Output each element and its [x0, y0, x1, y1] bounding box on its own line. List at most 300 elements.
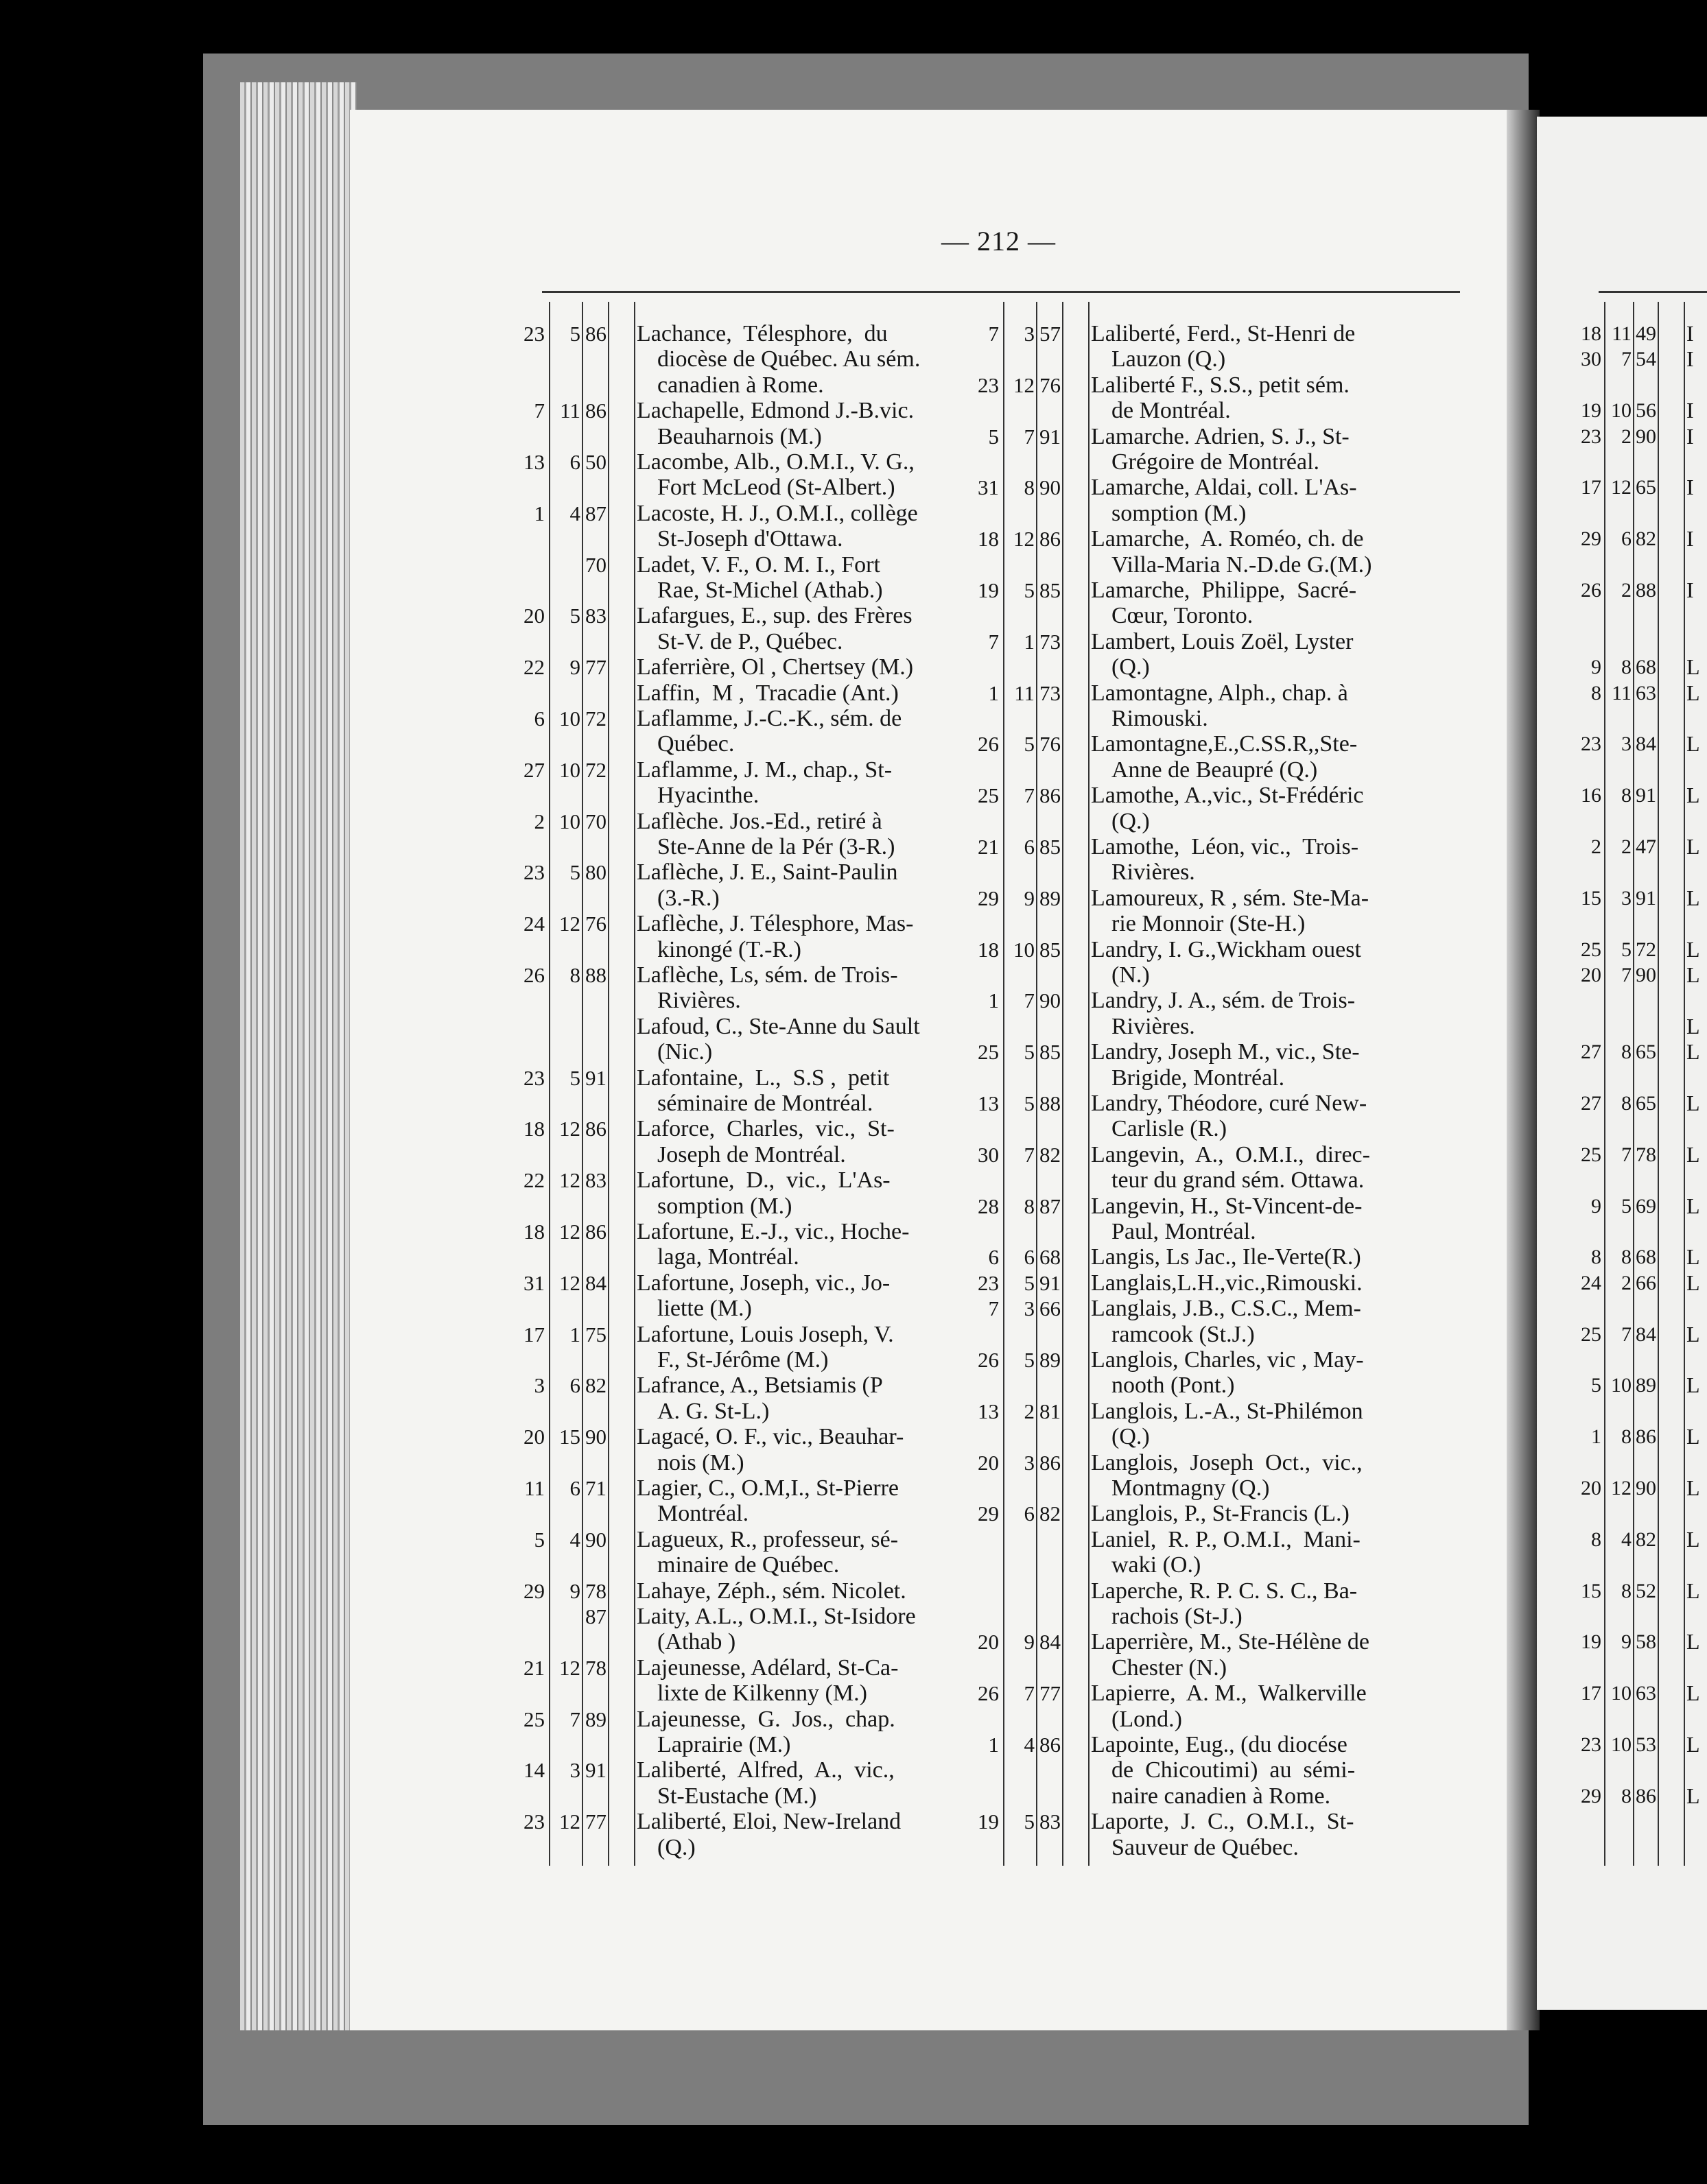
facing-entry-fragment: L [1686, 654, 1700, 680]
entry-name-line: Lacombe, Alb., O.M.I., V. G., [637, 449, 915, 475]
month-cell: 7 [1024, 988, 1035, 1013]
month-cell: 1 [1024, 629, 1035, 654]
facing-day-cell: 9 [1591, 656, 1601, 679]
day-cell: 20 [523, 1425, 545, 1449]
entry-continuation-line: ramcook (St.J.) [1111, 1321, 1255, 1347]
month-cell: 12 [559, 1117, 580, 1141]
facing-month-cell: 12 [1611, 476, 1632, 499]
entry-continuation-line: Rae, St-Michel (Athab.) [657, 578, 883, 603]
year-cell: 78 [585, 1655, 607, 1680]
month-cell: 9 [1024, 1630, 1035, 1654]
facing-year-cell: 53 [1636, 1733, 1656, 1756]
day-cell: 18 [523, 1220, 545, 1244]
facing-year-cell: 84 [1636, 733, 1656, 756]
entry-continuation-line: nooth (Pont.) [1111, 1373, 1235, 1399]
month-cell: 3 [1024, 1296, 1035, 1321]
month-cell: 10 [559, 809, 580, 833]
year-cell: 77 [585, 1809, 607, 1834]
month-cell: 10 [559, 707, 580, 731]
entry-continuation-line: Villa-Maria N.-D.de G.(M.) [1111, 551, 1372, 578]
day-cell: 1 [988, 680, 999, 705]
day-cell: 23 [523, 860, 545, 885]
day-cell: 26 [978, 732, 999, 757]
facing-month-cell: 12 [1611, 1477, 1632, 1499]
entry-name-line: Lapierre, A. M., Walkerville [1091, 1681, 1367, 1707]
day-cell: 6 [988, 1245, 999, 1270]
facing-month-cell: 10 [1611, 1733, 1632, 1756]
facing-month-cell: 5 [1621, 938, 1632, 961]
facing-entry-fragment: L [1686, 1244, 1700, 1270]
day-cell: 25 [523, 1707, 545, 1731]
year-cell: 88 [585, 963, 607, 987]
day-cell: 20 [978, 1450, 999, 1475]
year-cell: 89 [585, 1707, 607, 1731]
day-cell: 1 [988, 988, 999, 1013]
month-cell: 12 [1013, 372, 1035, 397]
year-cell: 91 [1039, 424, 1061, 449]
day-cell: 26 [978, 1681, 999, 1706]
entry-name-line: Laflèche, Ls, sém. de Trois- [637, 962, 898, 988]
month-cell: 5 [1024, 1091, 1035, 1115]
entry-name-line: Laflamme, J. M., chap., St- [637, 757, 893, 783]
entry-name-line: Langevin, H., St-Vincent-de- [1091, 1193, 1363, 1219]
year-cell: 91 [585, 1065, 607, 1090]
entry-name-line: Lafortune, Joseph, vic., Jo- [637, 1270, 891, 1296]
entry-continuation-line: de Chicoutimi) au sémi- [1111, 1757, 1356, 1783]
facing-month-cell: 10 [1611, 1374, 1632, 1397]
column-rule [1062, 302, 1063, 1866]
facing-column-rule [1658, 302, 1659, 1866]
facing-day-cell: 2 [1591, 835, 1601, 858]
entry-name-line: Lafortune, D., vic., L'As- [637, 1167, 891, 1194]
day-cell: 23 [523, 1809, 545, 1834]
facing-entry-fragment: I [1686, 321, 1694, 346]
facing-year-cell: 69 [1636, 1194, 1656, 1218]
entry-continuation-line: Brigide, Montréal. [1111, 1065, 1285, 1091]
facing-year-cell: 91 [1636, 886, 1656, 910]
facing-month-cell: 2 [1621, 835, 1632, 858]
day-cell: 5 [534, 1527, 545, 1552]
month-cell: 3 [1024, 322, 1035, 346]
facing-day-cell: 19 [1581, 399, 1601, 423]
facing-day-cell: 20 [1581, 964, 1601, 986]
facing-entry-fragment: L [1686, 1270, 1700, 1295]
month-cell: 12 [559, 1809, 580, 1834]
day-cell: 23 [978, 372, 999, 397]
month-cell: 5 [1024, 1040, 1035, 1065]
column-rule [634, 302, 635, 1866]
day-cell: 31 [978, 475, 999, 500]
day-cell: 22 [523, 1168, 545, 1193]
facing-entry-fragment: L [1686, 1732, 1700, 1757]
entry-name-line: Lagacé, O. F., vic., Beauhar- [637, 1424, 904, 1450]
facing-year-cell: 68 [1636, 1246, 1656, 1269]
year-cell: 90 [585, 1527, 607, 1552]
page-number: — 212 — [941, 226, 1056, 257]
year-cell: 86 [585, 322, 607, 346]
day-cell: 18 [978, 937, 999, 962]
day-cell: 23 [978, 1270, 999, 1295]
facing-entry-fragment: L [1686, 962, 1700, 987]
day-cell: 24 [523, 912, 545, 936]
year-cell: 73 [1039, 680, 1061, 705]
facing-month-cell: 6 [1621, 527, 1632, 551]
facing-year-cell: 52 [1636, 1579, 1656, 1602]
day-cell: 19 [978, 1809, 999, 1834]
entry-name-line: Landry, Joseph M., vic., Ste- [1091, 1039, 1360, 1065]
month-cell: 9 [1024, 886, 1035, 910]
facing-year-cell: 63 [1636, 1682, 1656, 1705]
day-cell: 17 [523, 1322, 545, 1346]
facing-year-cell: 88 [1636, 579, 1656, 602]
year-cell: 86 [585, 1220, 607, 1244]
entry-name-line: Lahaye, Zéph., sém. Nicolet. [637, 1578, 906, 1604]
facing-day-cell: 25 [1581, 1143, 1601, 1166]
entry-name-line: Laffin, M , Tracadie (Ant.) [637, 680, 899, 706]
facing-month-cell: 3 [1621, 733, 1632, 756]
day-cell: 7 [534, 399, 545, 423]
facing-month-cell: 8 [1621, 784, 1632, 807]
day-cell: 19 [978, 578, 999, 602]
facing-day-cell: 20 [1581, 1477, 1601, 1499]
year-cell: 83 [585, 604, 607, 628]
entry-continuation-line: Beauharnois (M.) [657, 423, 822, 449]
facing-year-cell: 82 [1636, 1528, 1656, 1551]
entry-continuation-line: Montmagny (Q.) [1111, 1475, 1270, 1501]
entry-name-line: Lamarche, A. Roméo, ch. de [1091, 526, 1364, 552]
facing-day-cell: 25 [1581, 938, 1601, 961]
facing-month-cell: 2 [1621, 425, 1632, 448]
day-cell: 20 [523, 604, 545, 628]
month-cell: 11 [560, 399, 580, 423]
entry-continuation-line: Rivières. [1111, 1013, 1195, 1039]
facing-entry-fragment: L [1686, 1193, 1700, 1218]
facing-column-rule [1604, 302, 1605, 1866]
year-cell: 76 [585, 912, 607, 936]
facing-year-cell: 65 [1636, 1041, 1656, 1064]
entry-continuation-line: (N.) [1111, 962, 1150, 988]
facing-day-cell: 16 [1581, 784, 1601, 807]
facing-month-cell: 8 [1621, 1579, 1632, 1602]
month-cell: 10 [559, 757, 580, 782]
entry-continuation-line: (Q.) [1111, 654, 1150, 680]
facing-month-cell: 8 [1621, 1246, 1632, 1269]
year-cell: 83 [1039, 1809, 1061, 1834]
entry-continuation-line: nois (M.) [657, 1449, 744, 1475]
facing-year-cell: 90 [1636, 964, 1656, 986]
day-cell: 20 [978, 1630, 999, 1654]
entry-continuation-line: naire canadien à Rome. [1111, 1783, 1331, 1809]
facing-year-cell: 66 [1636, 1271, 1656, 1294]
page-edge-stack [240, 82, 357, 2030]
entry-name-line: Lagier, C., O.M,I., St-Pierre [637, 1475, 899, 1501]
entry-continuation-line: minaire de Québec. [657, 1552, 840, 1578]
facing-day-cell: 15 [1581, 886, 1601, 910]
year-cell: 72 [585, 757, 607, 782]
entry-name-line: Laflèche, J. E., Saint-Paulin [637, 859, 898, 886]
month-cell: 7 [569, 1707, 580, 1731]
facing-year-cell: 65 [1636, 476, 1656, 499]
facing-month-cell: 2 [1621, 1271, 1632, 1294]
facing-entry-fragment: L [1686, 680, 1700, 705]
facing-year-cell: 72 [1636, 938, 1656, 961]
entry-continuation-line: séminaire de Montréal. [657, 1091, 873, 1116]
entry-name-line: Laliberté, Alfred, A., vic., [637, 1757, 895, 1783]
facing-entry-fragment: L [1686, 731, 1700, 757]
facing-day-cell: 8 [1591, 681, 1601, 704]
entry-continuation-line: Laprairie (M.) [657, 1732, 791, 1757]
entry-name-line: Laliberté, Eloi, New-Ireland [637, 1809, 902, 1835]
day-cell: 25 [978, 1040, 999, 1065]
entry-continuation-line: Fort McLeod (St-Albert.) [657, 475, 895, 501]
facing-month-cell: 8 [1621, 1041, 1632, 1064]
facing-entry-fragment: L [1686, 1091, 1700, 1115]
year-cell: 87 [585, 1604, 607, 1628]
facing-day-cell: 23 [1581, 1733, 1601, 1756]
entry-name-line: Langlois, P., St-Francis (L.) [1091, 1501, 1350, 1527]
entry-name-line: Laliberté, Ferd., St-Henri de [1091, 321, 1356, 346]
entry-continuation-line: A. G. St-L.) [657, 1398, 770, 1424]
facing-month-cell: 8 [1621, 1425, 1632, 1449]
entry-continuation-line: St-Joseph d'Ottawa. [657, 526, 843, 552]
day-cell: 29 [978, 1502, 999, 1526]
facing-day-cell: 27 [1581, 1092, 1601, 1115]
facing-entry-fragment: L [1686, 1578, 1700, 1603]
entry-name-line: Langis, Ls Jac., Ile-Verte(R.) [1091, 1244, 1361, 1270]
entry-continuation-line: Chester (N.) [1111, 1654, 1227, 1681]
year-cell: 85 [1039, 578, 1061, 602]
facing-year-cell: 91 [1636, 784, 1656, 807]
facing-header-rule [1599, 291, 1707, 293]
entry-name-line: Langlois, L.-A., St-Philémon [1091, 1398, 1363, 1424]
entry-continuation-line: St-V. de P., Québec. [657, 628, 843, 654]
month-cell: 6 [569, 450, 580, 474]
facing-year-cell: 89 [1636, 1374, 1656, 1397]
day-cell: 21 [978, 835, 999, 859]
entry-continuation-line: Grégoire de Montréal. [1111, 449, 1320, 475]
entry-name-line: Lafortune, E.-J., vic., Hoche- [637, 1219, 910, 1244]
facing-entry-fragment: L [1686, 1526, 1700, 1552]
month-cell: 8 [569, 963, 580, 987]
entry-continuation-line: (Nic.) [657, 1039, 713, 1065]
entry-continuation-line: Cœur, Toronto. [1111, 603, 1253, 629]
year-cell: 50 [585, 450, 607, 474]
entry-continuation-line: (Q.) [1111, 808, 1150, 834]
entry-name-line: Lamothe, A.,vic., St-Frédéric [1091, 783, 1364, 809]
year-cell: 86 [585, 1117, 607, 1141]
entry-continuation-line: diocèse de Québec. Au sém. [657, 346, 921, 372]
entry-name-line: Lambert, Louis Zoël, Lyster [1091, 628, 1354, 654]
facing-month-cell: 7 [1621, 1143, 1632, 1166]
facing-month-cell: 2 [1621, 579, 1632, 602]
day-cell: 29 [523, 1578, 545, 1603]
entry-name-line: Lachapelle, Edmond J.-B.vic. [637, 398, 915, 424]
facing-year-cell: 68 [1636, 656, 1656, 679]
facing-month-cell: 7 [1621, 348, 1632, 371]
facing-day-cell: 29 [1581, 1784, 1601, 1807]
facing-year-cell: 86 [1636, 1425, 1656, 1449]
entry-name-line: Langlais, J.B., C.S.C., Mem- [1091, 1296, 1361, 1322]
entry-name-line: Lacoste, H. J., O.M.I., collège [637, 500, 918, 526]
year-cell: 90 [1039, 988, 1061, 1013]
facing-day-cell: 29 [1581, 527, 1601, 551]
facing-entry-fragment: L [1686, 1013, 1700, 1038]
column-rule [549, 302, 550, 1866]
entry-name-line: Laperrière, M., Ste-Hélène de [1091, 1629, 1369, 1655]
header-rule [542, 291, 1460, 293]
day-cell: 7 [988, 629, 999, 654]
entry-continuation-line: Rivières. [1111, 859, 1195, 886]
day-cell: 23 [523, 322, 545, 346]
year-cell: 82 [1039, 1502, 1061, 1526]
day-cell: 5 [988, 424, 999, 449]
entry-name-line: Laniel, R. P., O.M.I., Mani- [1091, 1526, 1361, 1552]
year-cell: 86 [1039, 1450, 1061, 1475]
day-cell: 23 [523, 1065, 545, 1090]
entry-continuation-line: (Q.) [1111, 1424, 1150, 1450]
facing-day-cell: 9 [1591, 1194, 1601, 1218]
month-cell: 12 [1013, 527, 1035, 551]
entry-name-line: Lapointe, Eug., (du diocése [1091, 1732, 1347, 1757]
month-cell: 5 [569, 322, 580, 346]
year-cell: 86 [1039, 1733, 1061, 1757]
entry-continuation-line: Paul, Montréal. [1111, 1219, 1256, 1244]
facing-day-cell: 25 [1581, 1322, 1601, 1346]
year-cell: 82 [1039, 1142, 1061, 1167]
month-cell: 7 [1024, 424, 1035, 449]
facing-day-cell: 27 [1581, 1041, 1601, 1064]
facing-day-cell: 24 [1581, 1271, 1601, 1294]
facing-day-cell: 8 [1591, 1528, 1601, 1551]
month-cell: 10 [1013, 937, 1035, 962]
day-cell: 28 [978, 1194, 999, 1218]
month-cell: 6 [569, 1373, 580, 1398]
column-rule [608, 302, 609, 1866]
month-cell: 4 [569, 501, 580, 525]
entry-name-line: Lamarche, Philippe, Sacré- [1091, 578, 1357, 603]
year-cell: 90 [585, 1425, 607, 1449]
facing-entry-fragment: L [1686, 1141, 1700, 1167]
entry-continuation-line: Ste-Anne de la Pér (3-R.) [657, 834, 895, 859]
year-cell: 75 [585, 1322, 607, 1346]
year-cell: 85 [1039, 937, 1061, 962]
facing-month-cell: 8 [1621, 656, 1632, 679]
entry-continuation-line: de Montréal. [1111, 398, 1231, 424]
facing-entry-fragment: I [1686, 423, 1694, 449]
year-cell: 70 [585, 552, 607, 577]
entry-name-line: Laperche, R. P. C. S. C., Ba- [1091, 1578, 1358, 1604]
facing-month-cell: 10 [1611, 1682, 1632, 1705]
day-cell: 1 [988, 1733, 999, 1757]
column-rule [1003, 302, 1004, 1866]
year-cell: 87 [585, 501, 607, 525]
facing-year-cell: 65 [1636, 1092, 1656, 1115]
year-cell: 76 [1039, 732, 1061, 757]
facing-month-cell: 11 [1612, 681, 1632, 704]
facing-day-cell: 8 [1591, 1246, 1601, 1269]
facing-entry-fragment: L [1686, 1373, 1700, 1398]
gutter-shadow [1507, 110, 1540, 2030]
year-cell: 66 [1039, 1296, 1061, 1321]
day-cell: 27 [523, 757, 545, 782]
facing-year-cell: 63 [1636, 681, 1656, 704]
entry-name-line: Laity, A.L., O.M.I., St-Isidore [637, 1604, 916, 1629]
facing-year-cell: 84 [1636, 1322, 1656, 1346]
month-cell: 9 [569, 655, 580, 680]
day-cell: 25 [978, 783, 999, 808]
day-cell: 21 [523, 1655, 545, 1680]
year-cell: 76 [1039, 372, 1061, 397]
year-cell: 91 [585, 1758, 607, 1783]
month-cell: 6 [1024, 835, 1035, 859]
facing-month-cell: 11 [1612, 322, 1632, 345]
month-cell: 5 [1024, 1809, 1035, 1834]
year-cell: 72 [585, 707, 607, 731]
entry-continuation-line: Montréal. [657, 1501, 749, 1527]
day-cell: 6 [534, 707, 545, 731]
year-cell: 85 [1039, 1040, 1061, 1065]
month-cell: 12 [559, 1270, 580, 1295]
facing-year-cell: 49 [1636, 322, 1656, 345]
facing-entry-fragment: L [1686, 1681, 1700, 1706]
facing-entry-fragment: L [1686, 783, 1700, 808]
year-cell: 86 [1039, 783, 1061, 808]
month-cell: 4 [569, 1527, 580, 1552]
entry-name-line: Landry, J. A., sém. de Trois- [1091, 988, 1356, 1014]
entry-name-line: Langlois, Charles, vic , May- [1091, 1347, 1364, 1373]
entry-continuation-line: Rimouski. [1111, 706, 1208, 731]
day-cell: 13 [978, 1399, 999, 1423]
facing-entry-fragment: L [1686, 1783, 1700, 1808]
month-cell: 6 [569, 1476, 580, 1500]
entry-name-line: Landry, Théodore, curé New- [1091, 1091, 1367, 1116]
entry-name-line: Laliberté F., S.S., petit sém. [1091, 372, 1350, 398]
day-cell: 26 [523, 963, 545, 987]
year-cell: 88 [1039, 1091, 1061, 1115]
facing-entry-fragment: I [1686, 526, 1694, 551]
facing-entry-fragment: L [1686, 1629, 1700, 1654]
month-cell: 5 [1024, 1348, 1035, 1372]
entry-name-line: Laporte, J. C., O.M.I., St- [1091, 1809, 1354, 1835]
entry-continuation-line: laga, Montréal. [657, 1244, 799, 1270]
day-cell: 11 [524, 1476, 545, 1500]
entry-continuation-line: St-Eustache (M.) [657, 1783, 817, 1809]
day-cell: 7 [988, 1296, 999, 1321]
day-cell: 13 [978, 1091, 999, 1115]
month-cell: 3 [1024, 1450, 1035, 1475]
year-cell: 80 [585, 860, 607, 885]
facing-entry-fragment: I [1686, 578, 1694, 602]
year-cell: 78 [585, 1578, 607, 1603]
entry-name-line: Lafortune, Louis Joseph, V. [637, 1321, 894, 1347]
entry-name-line: Lamothe, Léon, vic., Trois- [1091, 834, 1359, 859]
month-cell: 5 [569, 860, 580, 885]
facing-year-cell: 90 [1636, 1477, 1656, 1499]
facing-day-cell: 1 [1591, 1425, 1601, 1449]
facing-entry-fragment: L [1686, 1039, 1700, 1065]
year-cell: 82 [585, 1373, 607, 1398]
entry-name-line: Lamarche. Adrien, S. J., St- [1091, 423, 1350, 449]
facing-entry-fragment: I [1686, 346, 1694, 372]
entry-continuation-line: rachois (St-J.) [1111, 1604, 1243, 1629]
month-cell: 6 [1024, 1502, 1035, 1526]
facing-day-cell: 15 [1581, 1579, 1601, 1602]
facing-entry-fragment: L [1686, 834, 1700, 859]
entry-continuation-line: Hyacinthe. [657, 783, 760, 809]
entry-continuation-line: somption (M.) [1111, 500, 1247, 526]
year-cell: 77 [1039, 1681, 1061, 1706]
day-cell: 2 [534, 809, 545, 833]
